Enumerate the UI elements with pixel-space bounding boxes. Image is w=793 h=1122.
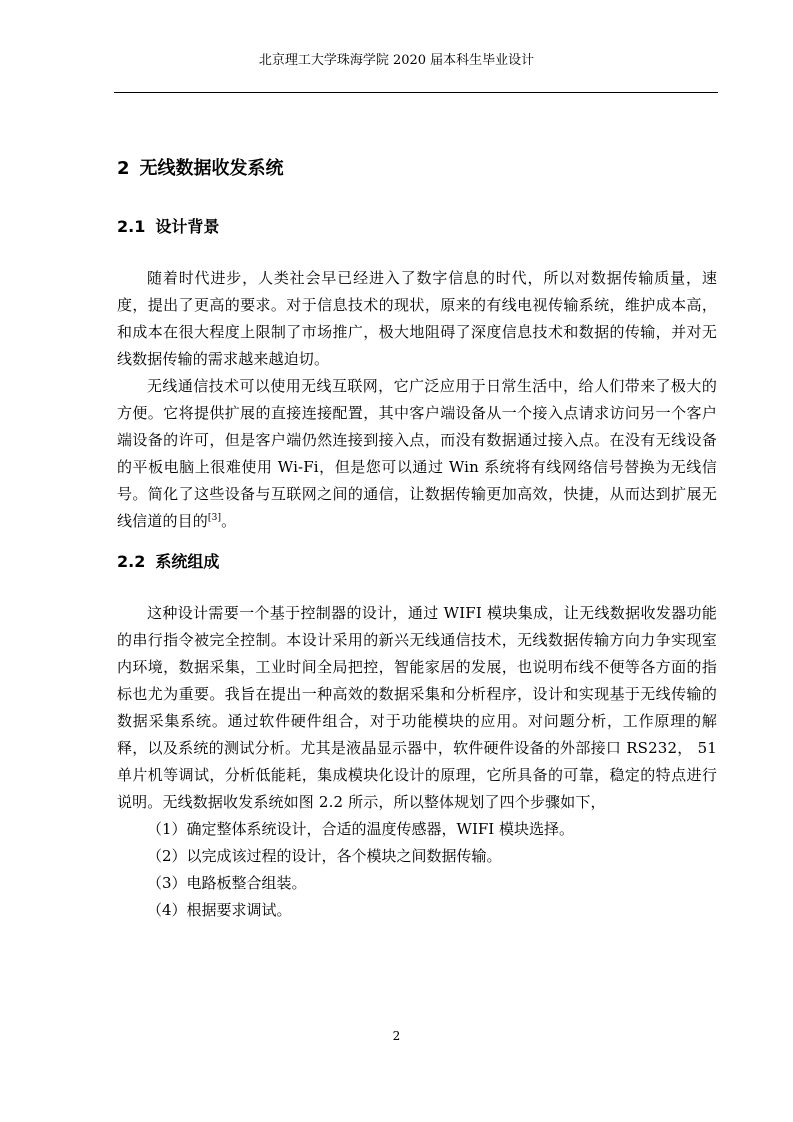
section-title [117, 156, 284, 182]
section-number: 2 [117, 158, 130, 179]
paragraph-system-composition: 这种设计需要一个基于控制器的设计，通过 WIFI 模块集成，让无线数据收发器功能的串行指令被完全控制。本设计采用的新兴无线通信技术，无线数据传输方向力争实现室内环境，数据采集，工业时间全局把控，智能家居的发展，也说明布线不便等各方面的指标也尤为重要。我旨在提出一种高效的数据采集和分析程序，设计和实现基于无线传输的数据采集系统。通过软件硬件组合，对于功能模块的应用。对问题分析，工作原理的解释，以及系统的测试分析。尤其是液晶显示器中，软件硬件设备的外部接口 RS232， 51 单片机等调试，分析低能耗，集成模块化设计的原理，它所具备的可靠，稳定的特点进行说明。无线数据收发系统如图 2.2 所示，所以整体规划了四个步骤如下， [117, 604, 717, 811]
page-number: 2 [392, 1029, 401, 1043]
subsection-title-2-1 [117, 215, 219, 239]
list-item: （4）根据要求调试。 [147, 901, 292, 919]
subsection-title-text: 系统组成 [155, 552, 220, 571]
citation: [3] [207, 513, 222, 523]
subsection-title-2-2 [117, 550, 219, 574]
paragraph-text: 无线通信技术可以使用无线互联网，它广泛应用于日常生活中，给人们带来了极大的方便。它将提供扩展的直接连接配置，其中客户端设备从一个接入点请求访问另一个客户端设备的许可，但是客户端仍然连接到接入点，而没有数据通过接入点。在没有无线设备的平板电脑上很难使用 Wi-Fi，但是您可以通过 Win 系统将有线网络信号替换为无线信号。简化了这些设备与互联网之间的通信，让数据传输更加高效，快捷，从而达到扩展无线信道的目的 [117, 377, 717, 530]
paragraph-end: 。 [221, 512, 237, 530]
paragraph-design-background-2 [117, 373, 717, 535]
subsection-title-text: 设计背景 [155, 217, 220, 236]
paragraph-design-background-1: 随着时代进步，人类社会早已经进入了数字信息的时代，所以对数据传输质量，速度，提出了更高的要求。对于信息技术的现状，原来的有线电视传输系统，维护成本高，和成本在很大程度上限制了市场推广，极大地阻碍了深度信息技术和数据的传输，并对无线数据传输的需求越来越迫切。 [117, 269, 717, 368]
section-title-text: 无线数据收发系统 [139, 158, 284, 179]
steps-list [117, 816, 717, 924]
list-item: （2）以完成该过程的设计，各个模块之间数据传输。 [147, 847, 502, 865]
list-item: （1）确定整体系统设计，合适的温度传感器，WIFI 模块选择。 [147, 820, 574, 838]
list-item: （3）电路板整合组装。 [147, 874, 307, 892]
subsection-number: 2.2 [117, 552, 146, 571]
subsection-number: 2.1 [117, 217, 146, 236]
page-header: 北京理工大学珠海学院 2020 届本科生毕业设计 [258, 53, 535, 68]
header-rule [114, 92, 718, 93]
